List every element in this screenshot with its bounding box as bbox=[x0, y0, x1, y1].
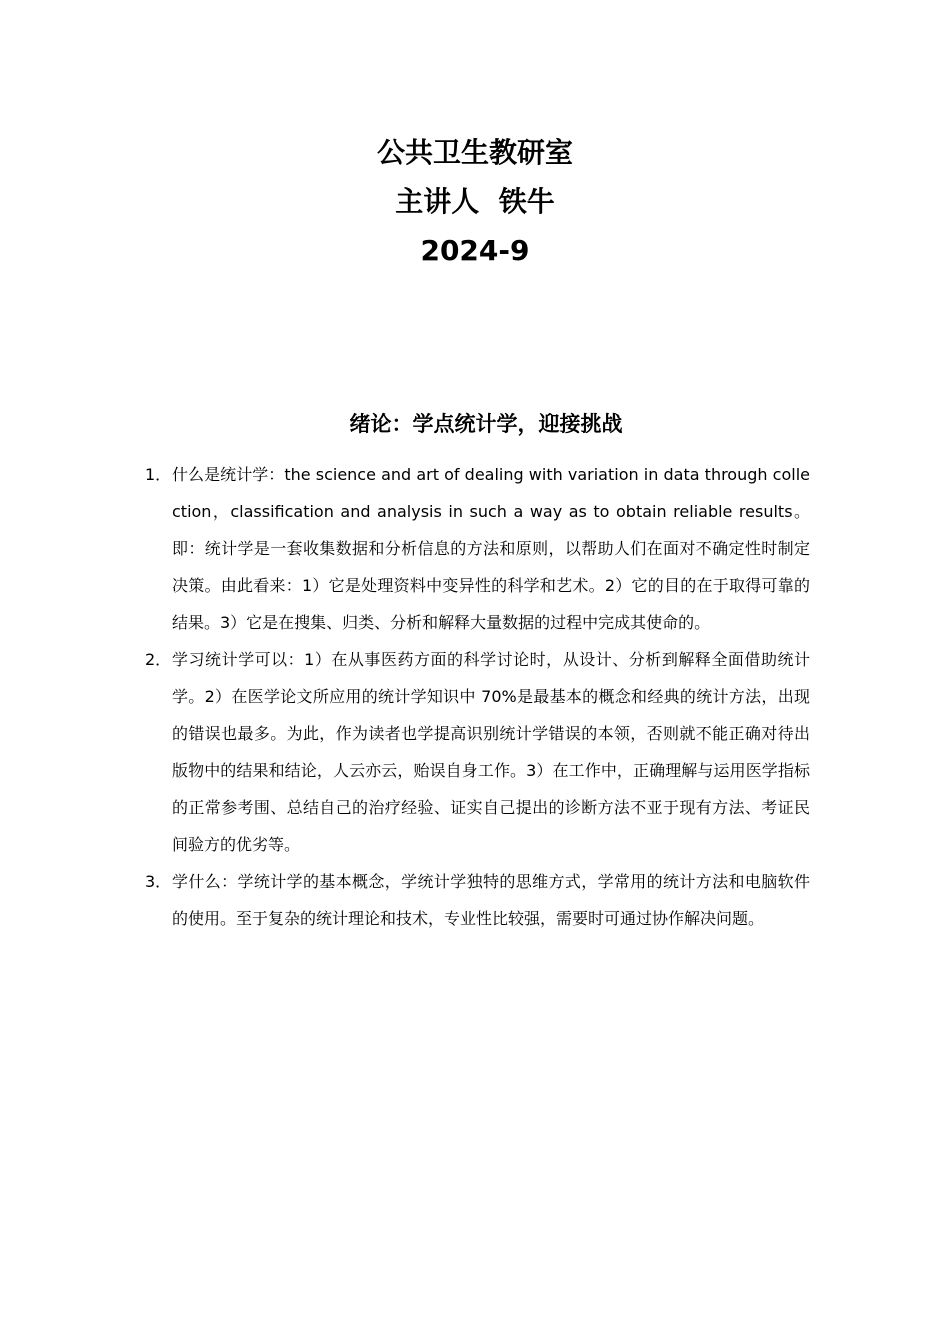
list-item-number: 3． bbox=[145, 872, 172, 891]
list-item-3 bbox=[145, 863, 810, 937]
lecturer-line: 主讲人 铁牛 bbox=[395, 185, 555, 218]
list-item-number: 1． bbox=[145, 465, 172, 484]
date-line: 2024-9 bbox=[420, 234, 530, 267]
department-title: 公共卫生教研室 bbox=[376, 136, 573, 169]
list-item-text: 学习统计学可以：1）在从事医药方面的科学讨论时，从设计、分析到解释全面借助统计学。2）在医学论文所应用的统计学知识中 70%是最基本的概念和经典的统计方法，出现的错误也最多。为此，作为读者也学提高识别统计学错误的本领，否则就不能正确对待出版物中的结果和结论，人云亦云，贻误自身工作。3）在工作中，正确理解与运用医学指标的正常参考围、总结自己的治疗经验、证实自己提出的诊断方法不亚于现有方法、考证民间验方的优劣等。 bbox=[172, 650, 810, 854]
list-item-number: 2． bbox=[145, 650, 172, 669]
list-item-1 bbox=[145, 456, 810, 641]
numbered-list bbox=[145, 456, 810, 937]
list-item-text: 什么是统计学：the science and art of dealing with variation in data through collection，classification and analysis in such a way as to obtain reliable results。即：统计学是一套收集数据和分析信息的方法和原则，以帮助人们在面对不确定性时制定决策。由此看来：1）它是处理资料中变异性的科学和艺术。2）它的目的在于取得可靠的结果。3）它是在搜集、归类、分析和解释大量数据的过程中完成其使命的。 bbox=[172, 465, 810, 632]
title-block bbox=[0, 128, 950, 275]
section-heading: 绪论：学点统计学，迎接挑战 bbox=[349, 412, 623, 436]
list-item-2 bbox=[145, 641, 810, 863]
list-item-text: 学什么：学统计学的基本概念，学统计学独特的思维方式，学常用的统计方法和电脑软件的使用。至于复杂的统计理论和技术，专业性比较强，需要时可通过协作解决问题。 bbox=[172, 872, 810, 928]
